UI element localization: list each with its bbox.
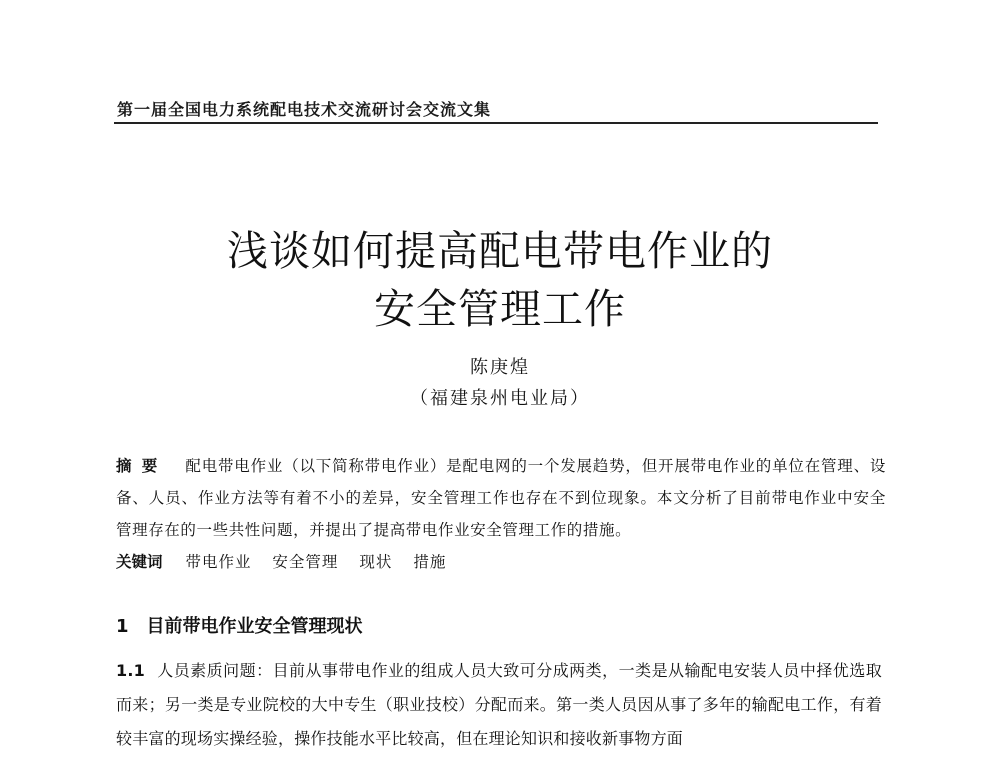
- keyword-item: 措施: [413, 553, 447, 571]
- subsection-text: 人员素质问题：目前从事带电作业的组成人员大致可分成两类，一类是从输配电安装人员中择优选取而来；另一类是专业院校的大中专生（职业技校）分配而来。第一类人员因从事了多年的输配电工作，有着较丰富的现场实操经验，操作技能水平比较高，但在理论知识和接收新事物方面: [116, 661, 882, 748]
- section-heading: [116, 612, 363, 638]
- body-paragraph: [116, 654, 882, 756]
- keywords: [116, 546, 886, 578]
- abstract: [116, 450, 886, 546]
- paper-title-line-2: 安全管理工作: [374, 285, 626, 333]
- author-affiliation: （福建泉州电业局）: [410, 388, 590, 409]
- abstract-label: 摘要: [116, 457, 168, 475]
- keyword-item: 带电作业: [185, 553, 252, 571]
- paper-title-line-1: 浅谈如何提高配电带电作业的: [227, 227, 773, 275]
- keywords-label: 关键词: [116, 553, 163, 571]
- keyword-item: 安全管理: [272, 553, 339, 571]
- section-number: 1: [116, 616, 129, 637]
- subsection-number: 1.1: [116, 661, 145, 680]
- section-title: 目前带电作业安全管理现状: [146, 616, 363, 637]
- header-rule: [114, 122, 878, 124]
- abstract-text: 配电带电作业（以下简称带电作业）是配电网的一个发展趋势，但开展带电作业的单位在管理、设备、人员、作业方法等有着不小的差异，安全管理工作也存在不到位现象。本文分析了目前带电作业中安全管理存在的一些共性问题，并提出了提高带电作业安全管理工作的措施。: [116, 457, 886, 539]
- running-header: 第一届全国电力系统配电技术交流研讨会交流文集: [117, 100, 492, 119]
- author-name: 陈庚煌: [470, 357, 530, 378]
- keyword-item: 现状: [359, 553, 393, 571]
